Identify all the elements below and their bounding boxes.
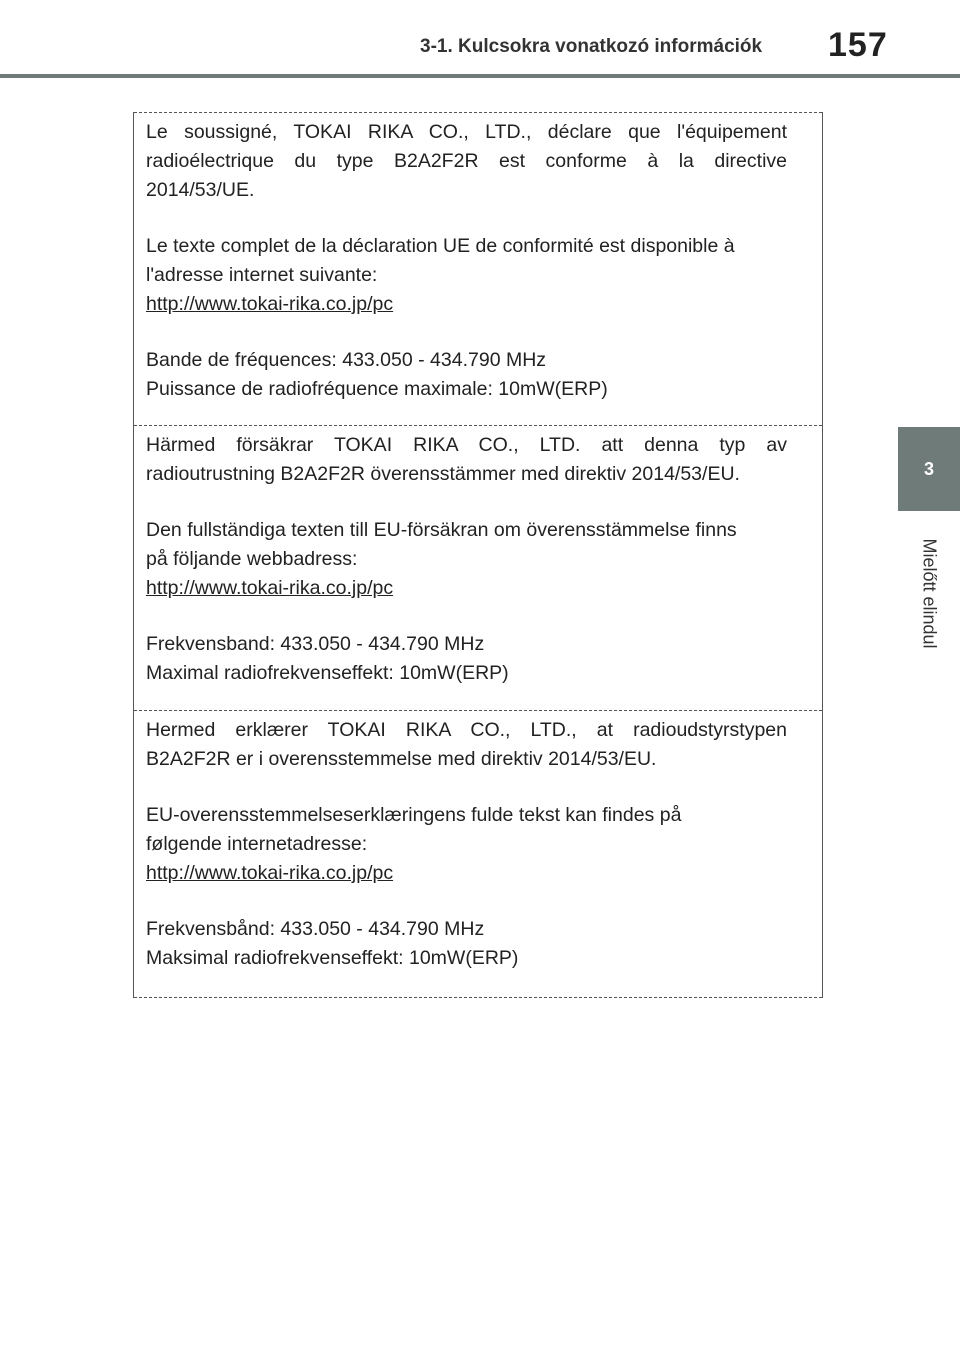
chapter-tab: [898, 427, 960, 511]
danish-line: EU-overensstemmelseserklæringens fulde tekst kan findes på: [146, 804, 682, 826]
declaration-danish: [134, 710, 822, 998]
declaration-french: [134, 112, 822, 425]
danish-line: Frekvensbånd: 433.050 - 434.790 MHz: [146, 918, 485, 940]
declaration-swedish: [134, 425, 822, 710]
danish-line: Hermed erklærer TOKAI RIKA CO., LTD., at radioudstyrstypen: [146, 719, 787, 741]
danish-url-link[interactable]: http://www.tokai-rika.co.jp/pc: [146, 862, 394, 884]
french-line: 2014/53/UE.: [146, 179, 255, 201]
french-url-link[interactable]: http://www.tokai-rika.co.jp/pc: [146, 293, 394, 315]
french-line: Bande de fréquences: 433.050 - 434.790 MHz: [146, 349, 547, 371]
chapter-number: 3: [923, 458, 934, 479]
swedish-line: Den fullständiga texten till EU-försäkran om överensstämmelse finns: [146, 519, 737, 541]
swedish-line: Härmed försäkrar TOKAI RIKA CO., LTD. att denna typ av: [146, 434, 787, 456]
danish-line: B2A2F2R er i overensstemmelse med direktiv 2014/53/EU.: [146, 748, 657, 770]
french-line: Le texte complet de la déclaration UE de conformité est disponible à: [146, 235, 735, 257]
swedish-line: radioutrustning B2A2F2R överensstämmer med direktiv 2014/53/EU.: [146, 463, 740, 485]
french-line: Le soussigné, TOKAI RIKA CO., LTD., déclare que l'équipement: [146, 121, 787, 143]
declaration-box: [133, 112, 823, 998]
swedish-line: på följande webbadress:: [146, 548, 358, 570]
swedish-line: Maximal radiofrekvenseffekt: 10mW(ERP): [146, 662, 509, 684]
header-rule: [0, 74, 960, 78]
swedish-url-link[interactable]: http://www.tokai-rika.co.jp/pc: [146, 577, 394, 599]
page-number: 157: [828, 26, 888, 64]
danish-line: følgende internetadresse:: [146, 833, 368, 855]
french-line: Puissance de radiofréquence maximale: 10mW(ERP): [146, 378, 608, 400]
swedish-line: Frekvensband: 433.050 - 434.790 MHz: [146, 633, 485, 655]
section-title: 3-1. Kulcsokra vonatkozó információk: [420, 36, 763, 57]
danish-line: Maksimal radiofrekvenseffekt: 10mW(ERP): [146, 947, 519, 969]
chapter-label: [898, 518, 960, 668]
chapter-label-text: Mielőtt elindul: [919, 537, 940, 649]
french-line: radioélectrique du type B2A2F2R est conforme à la directive: [146, 150, 787, 172]
french-line: l'adresse internet suivante:: [146, 264, 378, 286]
